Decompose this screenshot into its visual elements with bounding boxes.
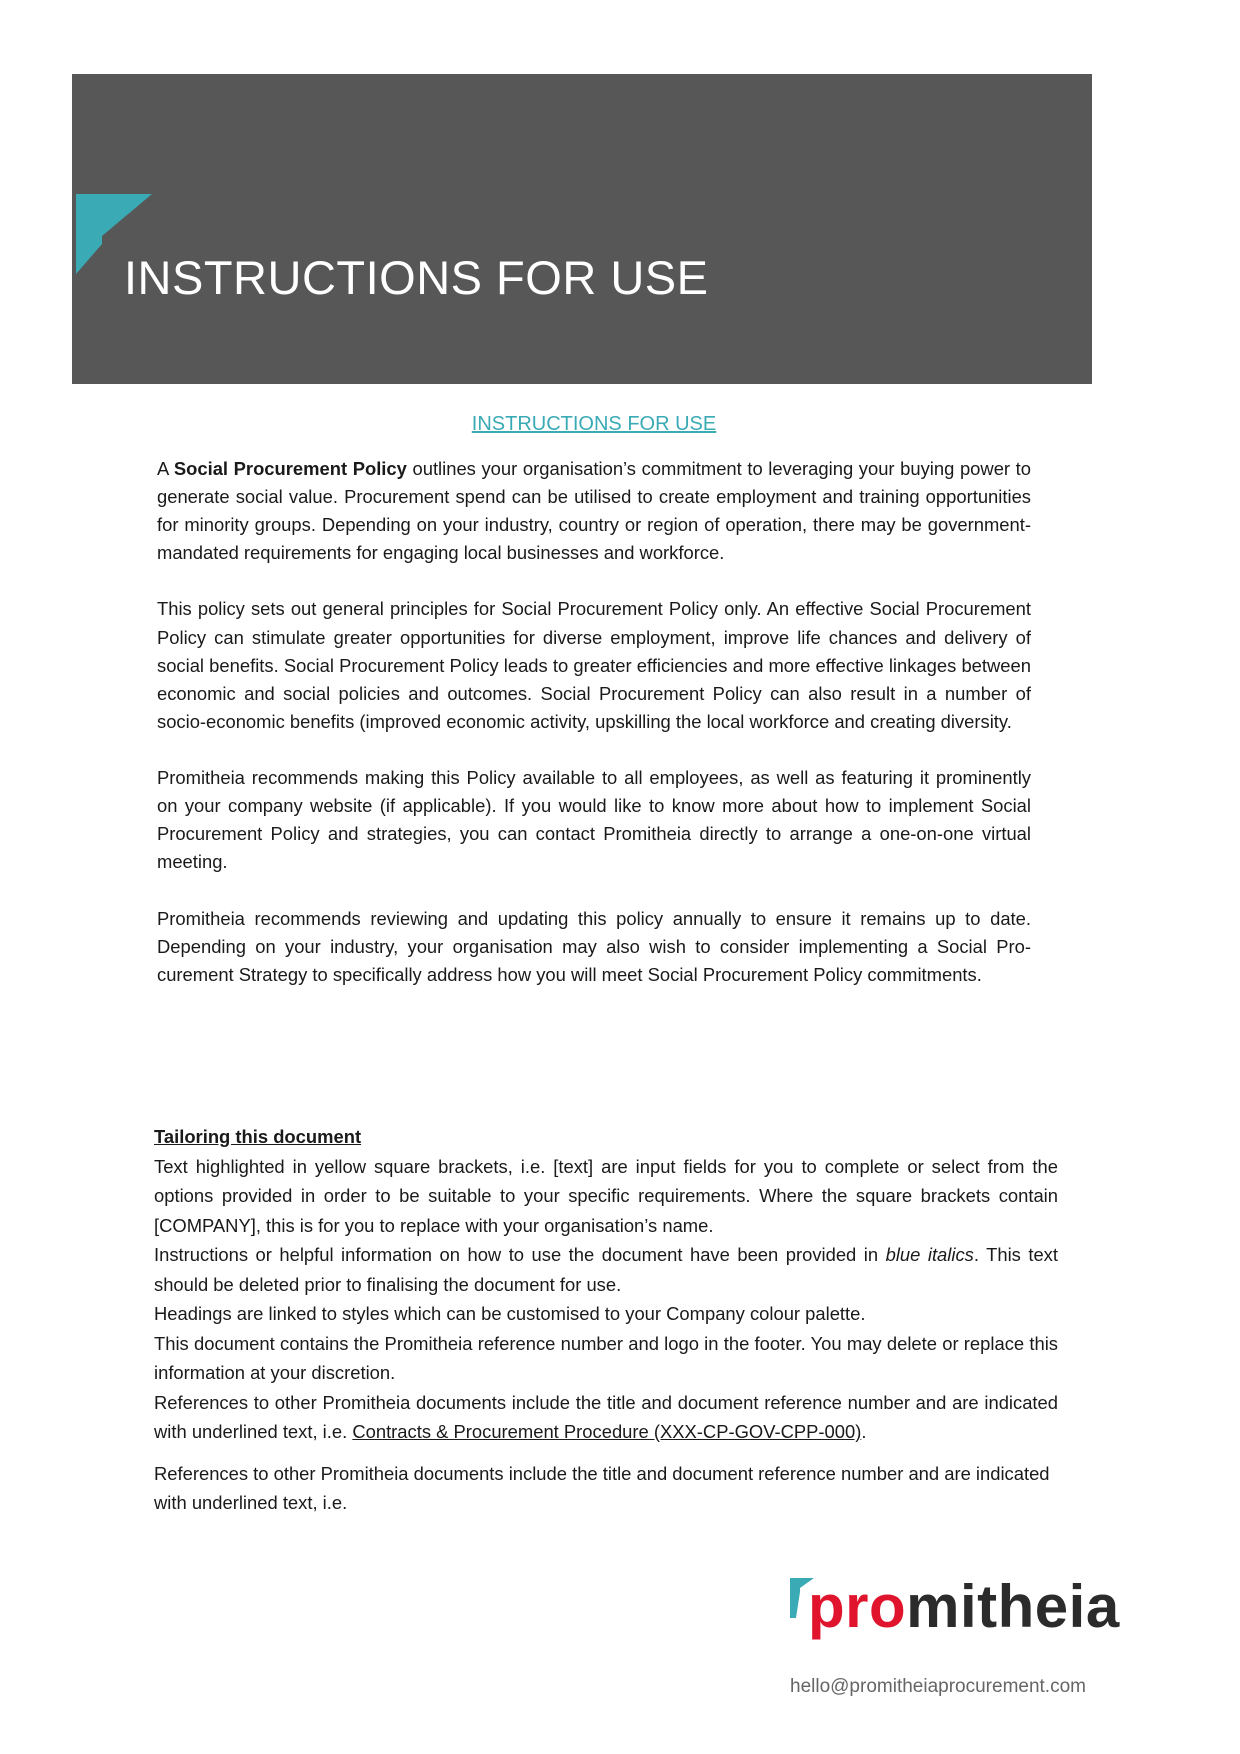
tailoring-line-5-post: . [861,1421,867,1442]
tailoring-line-1: Text highlighted in yellow square brackets, i.e. [text] are input fields for you to complete or select from the options provided in order to be suitable to your specific requirements. Where the square brackets contain [COMPANY], this is for you to replace with your organisation’s name. [154,1155,1058,1236]
tailoring-line-2-pre: Instructions or helpful information on how to use the document have been provided in [154,1244,886,1265]
header-banner [72,74,1092,384]
document-reference-link[interactable]: Contracts & Procurement Procedure (XXX-CP-GOV-CPP-000) [352,1421,862,1442]
contact-email[interactable]: hello@promitheiaprocurement.com [790,1676,1086,1697]
intro-paragraph-4: Promitheia recommends reviewing and updating this policy annually to ensure it remains up to date. Depending on your industry, your organisation may also wish to consider implementing a Social Procurement Strategy to specifically address how you will meet Social Procurement Policy commitments. [157,907,1031,985]
tailoring-line-5-pre: References to other Promitheia documents include the title and document reference number and are indicated with underlined text, i.e. [154,1391,1058,1442]
tailoring-heading: Tailoring this document [154,1126,362,1147]
tailoring-section [154,1122,1058,1518]
tailoring-line-2-italic: blue italics [885,1244,974,1265]
banner-title: INSTRUCTIONS FOR USE [124,251,709,304]
intro-p1-rest: outlines your organisation’s commitment to leveraging your buying power to generate social value. Procurement spend can be utilised to create employment and training opportunities for minority groups. Depending on your industry, country or region of operation, there may be government-mandated requirements for engaging local businesses and workforce. [157,458,1031,564]
section-heading: INSTRUCTIONS FOR USE [471,413,717,435]
promitheia-logo [790,1573,1162,1648]
intro-paragraph-1 [157,455,1031,567]
logo-part-red: pro [808,1573,907,1640]
tailoring-line-5 [154,1388,1058,1447]
intro-p1-lead: A [157,458,174,479]
intro-paragraph-2: This policy sets out general principles for Social Procurement Policy only. An effective Social Procurement Policy can stimulate greater opportunities for diverse employment, improve life chances and delivery of social benefits. Social Procurement Policy leads to greater efficiencies and more effective linkages between economic and social policies and outcomes. Social Procurement Policy can also result in a number of socio-economic benefits (improved economic activity, upskilling the local workforce and creating diversity. [157,598,1031,732]
tailoring-line-2 [154,1240,1058,1299]
intro-section [157,455,1031,1017]
tailoring-line-3: Headings are linked to styles which can be customised to your Company colour palette. [154,1303,866,1324]
tailoring-line-6: References to other Promitheia documents include the title and document reference number and are indicated with underlined text, i.e. [154,1462,1050,1513]
tailoring-line-2-post: . This text should be deleted prior to finalising the document for use. [154,1244,1058,1295]
intro-paragraph-3: Promitheia recommends making this Policy available to all employees, as well as featuring it prominently on your company website (if applicable). If you would like to know more about how to implement Social Procurement Policy and strategies, you can contact Promitheia directly to arrange a one-on-one virtual meeting. [157,767,1031,873]
intro-p1-bold: Social Procurement Policy [173,458,407,479]
tailoring-line-4: This document contains the Promitheia reference number and logo in the footer. You may delete or replace this information at your discretion. [154,1332,1058,1383]
logo-wordmark [808,1572,1120,1642]
logo-part-grey: mitheia [906,1573,1120,1640]
